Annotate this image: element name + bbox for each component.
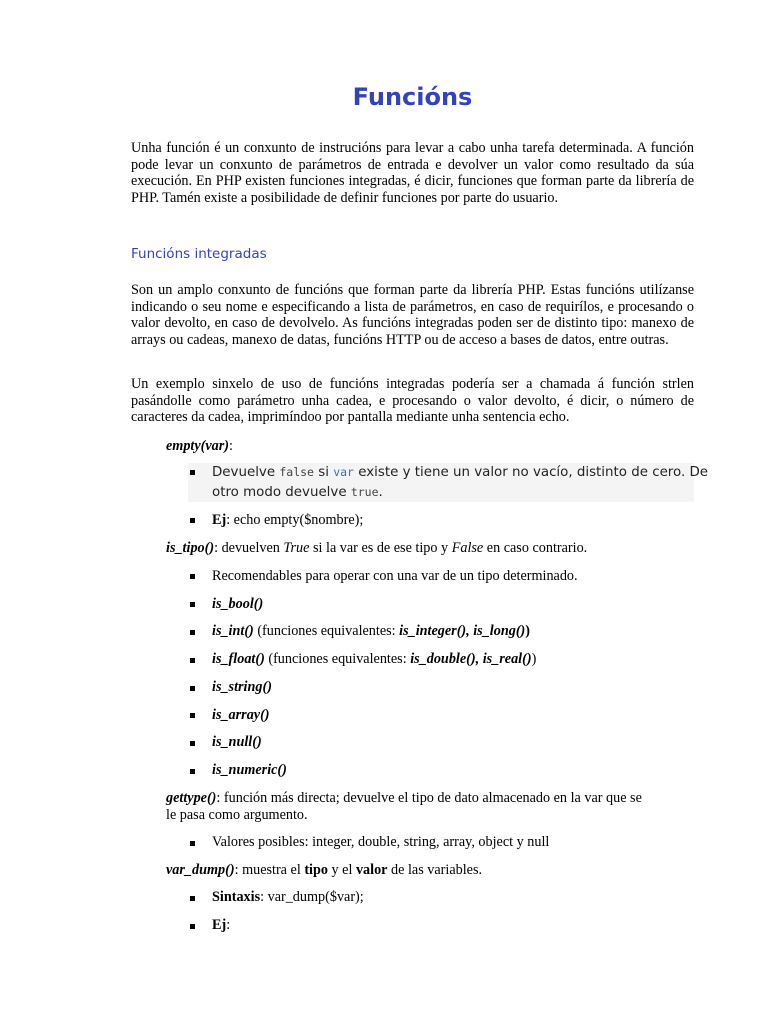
is-null-item: is_null() <box>212 734 262 750</box>
var-dump-syntax: Sintaxis: var_dump($var); <box>212 889 364 905</box>
empty-example: Ej: echo empty($nombre); <box>212 512 364 528</box>
is-array-item: is_array() <box>212 707 270 723</box>
bullet-marker <box>190 602 195 607</box>
bullet-marker <box>190 769 195 774</box>
is-numeric-item: is_numeric() <box>212 762 287 778</box>
paragraph-1: Son un amplo conxunto de funcións que forman parte da librería PHP. Estas funcións utilízanse indicando o seu nome e especificando a lista de parámetros, en caso de requirílos, e procesando o valor devolto, en caso de devolvelo. As funcións integradas poden ser de distinto tipo: manexo de arrays ou cadeas, manexo de datas, funcións HTTP ou de acceso a bases de datos, entre outras. <box>131 282 694 348</box>
var-dump-heading: var_dump(): muestra el tipo y el valor de las variables. <box>166 862 483 878</box>
bullet-marker <box>190 630 195 635</box>
var-dump-example: Ej: <box>212 917 231 933</box>
bullet-marker <box>190 574 195 579</box>
gettype-values: Valores posibles: integer, double, string, array, object y null <box>212 834 550 850</box>
page-title: Funcións <box>352 83 473 111</box>
gettype-heading: gettype(): función más directa; devuelve el tipo de dato almacenado en la var que se le pasa como argumento. <box>166 790 642 823</box>
section-title: Funcións integradas <box>131 246 267 262</box>
paragraph-2: Un exemplo sinxelo de uso de funcións integradas podería ser a chamada á función strlen pasándolle como parámetro unha cadea, e procesando o valor devolto, é dicir, o número de caracteres da cadea, imprimíndoo por pantalla mediante unha sentencia echo. <box>131 376 694 426</box>
is-string-item: is_string() <box>212 679 272 695</box>
bullet-marker <box>190 741 195 746</box>
bullet-marker <box>190 896 195 901</box>
bullet-marker <box>190 713 195 718</box>
bullet-marker <box>190 686 195 691</box>
is-tipo-recommendation: Recomendables para operar con una var de un tipo determinado. <box>212 568 578 584</box>
is-tipo-heading: is_tipo(): devuelven True si la var es de ese tipo y False en caso contrario. <box>166 540 588 556</box>
bullet-marker <box>190 470 195 475</box>
is-bool-item: is_bool() <box>212 596 264 612</box>
bullet-marker <box>190 518 195 523</box>
intro-paragraph: Unha función é un conxunto de instrucións para levar a cabo unha tarefa determinada. A función pode levar un conxunto de parámetros de entrada e devolver un valor como resultado da súa execución. En PHP existen funciones integradas, é dicir, funciones que forman parte da librería de PHP. Tamén existe a posibilidade de definir funciones por parte do usuario. <box>131 140 694 206</box>
is-float-item: is_float() (funciones equivalentes: is_double(), is_real()) <box>212 651 537 667</box>
empty-heading: empty(var): <box>166 438 233 454</box>
is-int-item: is_int() (funciones equivalentes: is_integer(), is_long()) <box>212 623 530 639</box>
bullet-marker <box>190 924 195 929</box>
bullet-marker <box>190 658 195 663</box>
bullet-marker <box>190 841 195 846</box>
empty-description: Devuelve false si var existe y tiene un valor no vacío, distinto de cero. De otro modo devuelve true. <box>212 465 709 500</box>
